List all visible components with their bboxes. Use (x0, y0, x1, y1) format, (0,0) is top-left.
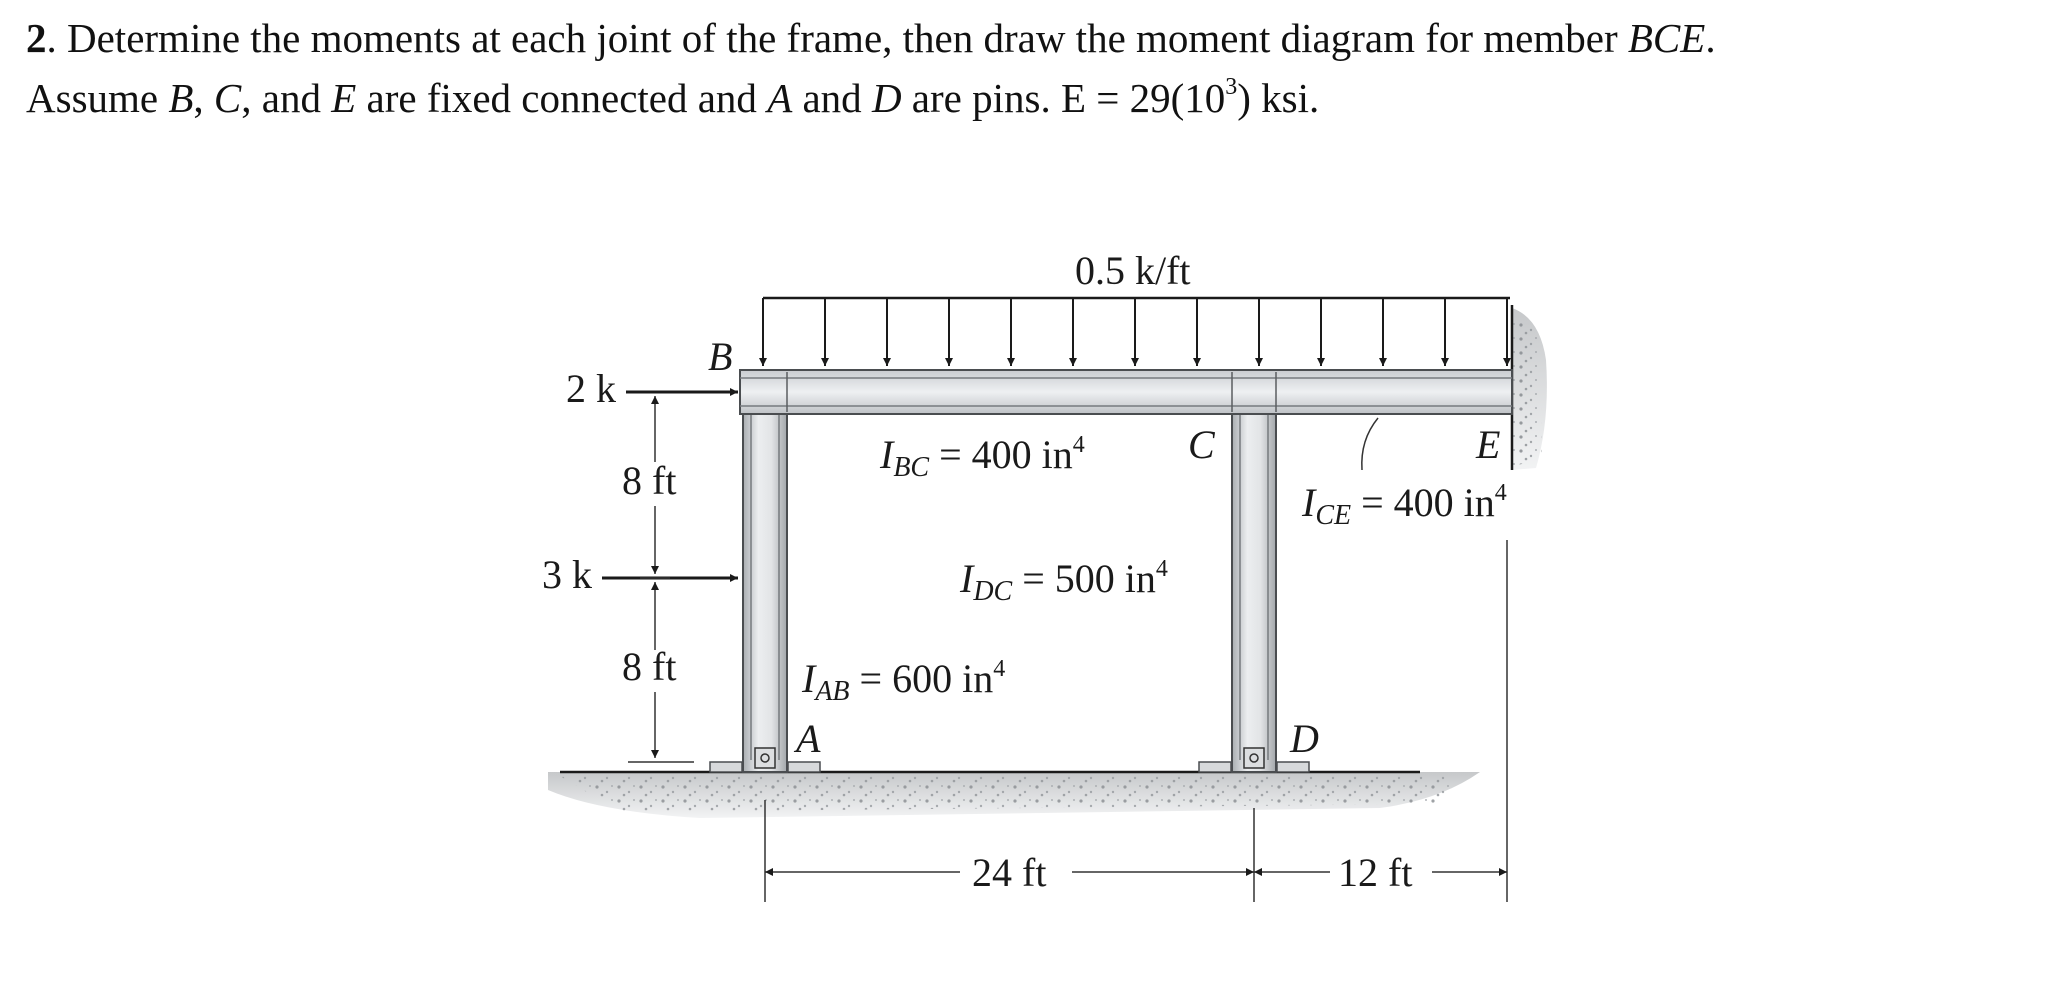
distributed-load (763, 298, 1510, 366)
fixed-wall-e (1512, 305, 1547, 470)
joint-a-ref: A (767, 75, 793, 121)
member-name: BCE (1627, 15, 1706, 61)
joint-d-ref: D (871, 75, 902, 121)
inertia-dc-label: $I_{DC} = 500$ $in^4$ (960, 556, 1168, 607)
leader-ce (1362, 418, 1378, 470)
inertia-ce-label: $I_{CE} = 400$ $in^4$ (1302, 480, 1507, 531)
ground-support (548, 772, 1480, 818)
joint-b-ref: B (168, 75, 194, 121)
problem-text-2d: ) ksi. (1237, 75, 1320, 121)
problem-text-1b: . (1705, 15, 1716, 61)
problem-text-2a: Assume (26, 75, 169, 121)
joint-label-e: E (1476, 422, 1501, 467)
sep-2: , and (241, 75, 332, 121)
sep-3: and (792, 75, 872, 121)
dim-8ft-upper: 8 ft (622, 458, 677, 503)
dim-8ft-lower: 8 ft (622, 644, 677, 689)
problem-text-1a: . Determine the moments at each joint of the frame, then draw the moment diagram for member (46, 15, 1628, 61)
joint-label-c: C (1188, 422, 1215, 467)
joint-label-d: D (1290, 716, 1319, 761)
column-ab (743, 372, 787, 772)
joint-e-ref: E (331, 75, 357, 121)
problem-number: 2 (26, 15, 47, 61)
load-3k-label: 3 k (542, 552, 592, 597)
exponent-3: 3 (1225, 74, 1238, 100)
load-2k-label: 2 k (566, 366, 616, 411)
column-dc (1232, 372, 1276, 772)
joint-label-b: B (708, 334, 733, 379)
joint-label-a: A (796, 716, 821, 761)
inertia-ab-label: $I_{AB} = 600$ $in^4$ (802, 656, 1006, 707)
dim-24ft: 24 ft (972, 850, 1047, 895)
beam-bce (740, 370, 1512, 414)
sep-1: , (193, 75, 214, 121)
problem-text-2c: are pins. E = 29(10 (901, 75, 1226, 121)
inertia-bc-label: $I_{BC} = 400$ $in^4$ (880, 432, 1085, 483)
problem-text-2b: are fixed connected and (356, 75, 768, 121)
load-distributed-label: 0.5 k/ft (1075, 248, 1191, 293)
joint-c-ref: C (213, 75, 242, 121)
dim-12ft: 12 ft (1338, 850, 1413, 895)
